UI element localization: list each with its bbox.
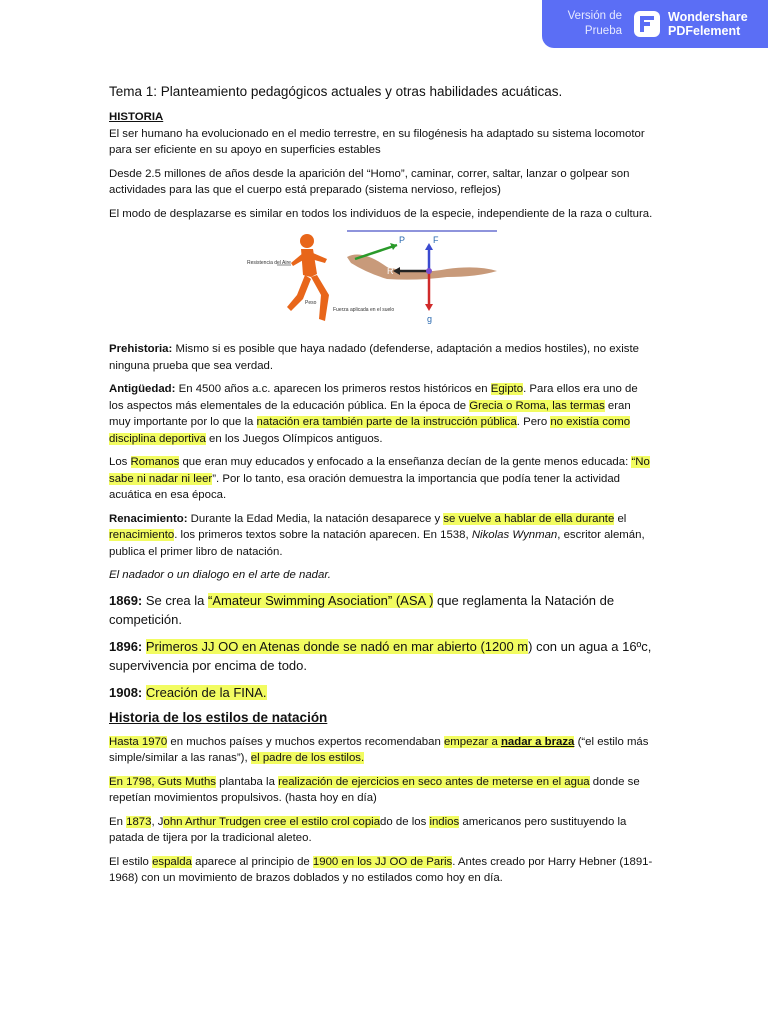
text-run: en muchos países y muchos expertos recomendaban [167, 735, 444, 748]
highlight: En 1798, Guts Muths [109, 775, 217, 788]
highlight: “Amateur Swimming Asociation” (ASA ) [208, 592, 434, 608]
text-run: plantaba la [216, 775, 279, 788]
paragraph-romanos [109, 454, 655, 504]
text-run: eran muy importante por lo que la [109, 399, 631, 428]
locomotion-illustration [247, 229, 502, 329]
highlight: “No sabe ni nadar ni leer [109, 456, 650, 485]
year-label: 1869: [109, 592, 143, 608]
locomotion-figure [247, 229, 502, 329]
paragraph-1896 [109, 637, 655, 675]
paragraph-crol [109, 814, 655, 847]
label-F: F [433, 235, 439, 245]
highlight: ohn Arthur Trudgen cree el estilo crol copia [163, 815, 381, 828]
highlight: Grecia o Roma, las termas [469, 399, 605, 412]
highlight: Primeros JJ OO en Atenas donde se nadó en mar abierto (1200 m [145, 638, 529, 654]
swimmer-figure [347, 255, 497, 280]
highlight: renacimiento [109, 529, 175, 541]
label-g: g [427, 314, 433, 324]
trial-line-1: Versión de [567, 10, 622, 22]
text-run: , J [151, 815, 164, 828]
paragraph-1908 [109, 683, 655, 702]
pdfelement-logo-icon [634, 11, 660, 37]
year-label: 1908: [109, 684, 143, 700]
text-run: ”. Por lo tanto, esa oración demuestra la importancia que podía tener la actividad acuática en esa época. [109, 472, 620, 501]
label-antiguedad: Antigüedad: [109, 383, 176, 395]
text-run: . los primeros textos sobre la natación aparecen. En 1538, [174, 529, 472, 541]
highlight: Hasta 1970 [109, 735, 168, 748]
arrow-propulsion [355, 245, 397, 259]
highlight: no existía como disciplina deportiva [109, 416, 631, 445]
text-prehistoria: Mismo si es posible que haya nadado (defenderse, adaptación a medios hostiles), no existe ninguna prueba que sea verdad. [109, 343, 639, 372]
text-run: aparece al principio de [191, 855, 313, 868]
trial-label [548, 9, 622, 39]
text-run: que reglamenta la Natación de competición. [109, 592, 615, 627]
trial-line-2: Prueba [584, 25, 622, 37]
text-run: . Para ellos era uno de los aspectos más elementales de la educación pública. En la época de [109, 383, 638, 412]
paragraph-antiguedad [109, 381, 655, 447]
paragraph-renacimiento [109, 511, 655, 561]
text-run: Se crea la [142, 592, 209, 608]
text-run: el [614, 512, 627, 525]
text-run: do de los [380, 815, 430, 828]
text-run: (“el estilo más simple/similar a las ranas”), [109, 735, 649, 764]
text-run: Los [109, 456, 131, 468]
text-run: americanos pero sustituyendo la patada de tijera por la tradicional aleteo. [109, 815, 627, 844]
text-run: , escritor alemán, publica el primer libro de natación. [109, 529, 645, 558]
paragraph-braza [109, 734, 655, 767]
text-run: El estilo [109, 855, 153, 868]
paragraph-1869 [109, 591, 655, 629]
section-heading-historia: HISTORIA [109, 111, 164, 123]
page-title: Tema 1: Planteamiento pedagógicos actuales y otras habilidades acuáticas. [109, 84, 563, 99]
text-run: en los Juegos Olímpicos antiguos. [205, 432, 383, 445]
brand-name [668, 10, 748, 38]
text-run: Durante la Edad Media, la natación desaparece y [187, 512, 444, 525]
paragraph-prehistoria [109, 341, 655, 374]
highlight: espalda [152, 855, 192, 868]
text-run: En 4500 años a.c. aparecen los primeros restos históricos en [175, 383, 491, 395]
trial-banner[interactable] [542, 0, 768, 48]
book-title: El nadador o un dialogo en el arte de nadar. [109, 569, 331, 581]
paragraph-displacement: El modo de desplazarse es similar en todos los individuos de la especie, independiente de la raza o cultura. [109, 207, 653, 220]
brand-line-1: Wondershare [668, 10, 748, 24]
label-ground-force: Fuerza aplicada en el suelo [333, 307, 395, 313]
highlight: el padre de los estilos. [250, 752, 365, 764]
section-heading-estilos: Historia de los estilos de natación [109, 709, 328, 725]
label-R: R [387, 266, 394, 276]
text-run: En [109, 815, 127, 828]
text-run: donde se repetían movimientos propulsivos. (hasta hoy en día) [109, 775, 640, 804]
highlight: Creación de la FINA. [145, 684, 267, 700]
label-P: P [399, 235, 406, 245]
label-weight: Peso [305, 300, 317, 306]
paragraph-homo: Desde 2.5 millones de años desde la aparición del “Homo”, caminar, correr, saltar, lanzar o golpear son actividades para las que el cuerpo está preparado (sistema nervioso, reflejos) [109, 167, 630, 196]
brand-line-2: PDFelement [668, 24, 741, 38]
label-air-resistance: Resistencia del Aire [247, 260, 291, 266]
highlight: nadar a braza [500, 735, 575, 748]
label-renacimiento: Renacimiento: [109, 512, 188, 525]
label-prehistoria: Prehistoria: [109, 343, 173, 355]
paragraph-espalda [109, 854, 655, 887]
text-run: ) con un agua a 16ºc, supervivencia por encima de todo. [109, 638, 652, 673]
highlight: 1900 en los JJ OO de Paris [312, 855, 453, 868]
highlight: Romanos [130, 456, 180, 468]
paragraph-evolution: El ser humano ha evolucionado en el medio terrestre, en su filogénesis ha adaptado su sistema locomotor para ser eficiente en su apoyo en superficies estables [109, 127, 645, 156]
text-run: que eran muy educados y enfocado a la enseñanza decían de la gente menos educada: [179, 456, 632, 468]
paragraph-nadador [109, 567, 655, 584]
highlight: empezar a [443, 735, 501, 748]
year-label: 1896: [109, 638, 143, 654]
text-run: . Pero [516, 416, 551, 428]
paragraph-guts-muths [109, 774, 655, 807]
highlight: realización de ejercicios en seco antes de meterse en el agua [278, 775, 590, 788]
highlight: 1873 [126, 815, 152, 828]
highlight: Egipto [490, 383, 524, 395]
text-run: . Antes creado por Harry Hebner (1891-1968) con un movimiento de brazos doblados y no estilados como hoy en día. [109, 855, 653, 884]
document-page [109, 84, 655, 894]
highlight: natación era también parte de la instrucción pública [256, 416, 517, 428]
highlight: indios [429, 815, 460, 828]
highlight: se vuelve a hablar de ella durante [443, 512, 615, 525]
runner-figure [287, 234, 329, 321]
author-name: Nikolas Wynman [471, 529, 558, 541]
